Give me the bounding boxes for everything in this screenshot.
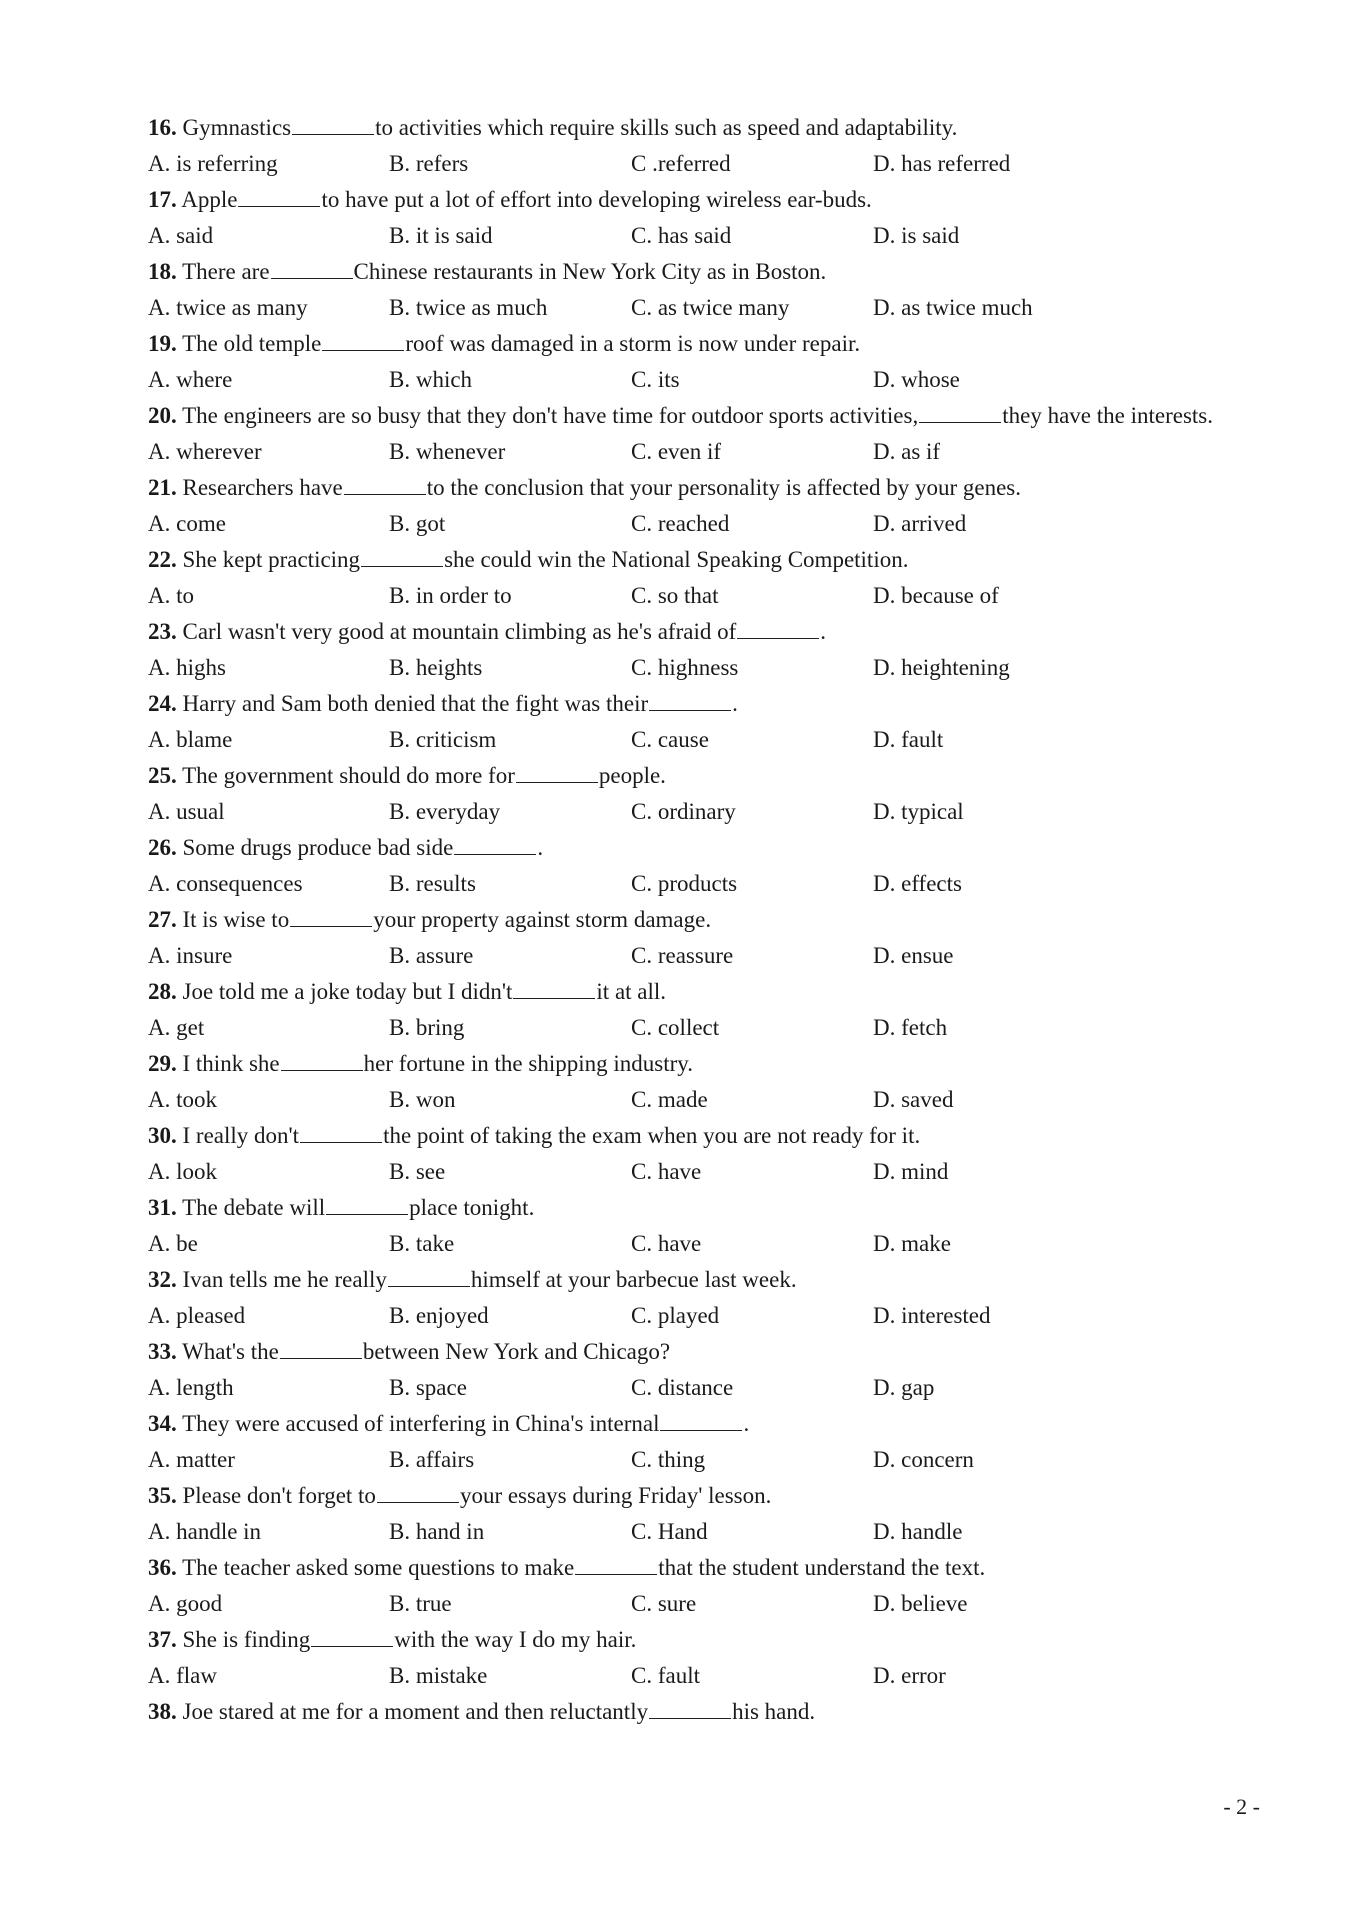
question-text-after: it at all. [596,979,667,1004]
options-row [148,1445,1148,1475]
option-c[interactable]: C. have [631,1231,702,1256]
option-c[interactable]: C. highness [631,655,739,680]
question-number: 36. [148,1555,177,1580]
option-a[interactable]: A. flaw [148,1663,217,1688]
question-26 [148,833,543,863]
option-d[interactable]: D. because of [873,583,999,608]
option-c[interactable]: C .referred [631,151,731,176]
option-b[interactable]: B. results [389,871,476,896]
option-c[interactable]: C. reassure [631,943,734,968]
question-38 [148,1697,815,1727]
question-35 [148,1481,771,1511]
option-b[interactable]: B. affairs [389,1447,475,1472]
options-row [148,1589,1148,1619]
option-b[interactable]: B. take [389,1231,455,1256]
question-text-after: your essays during Friday' lesson. [459,1483,772,1508]
option-c[interactable]: C. have [631,1159,702,1184]
answer-blank[interactable] [660,1411,742,1431]
option-a[interactable]: A. to [148,583,194,608]
question-text-before: The old temple [176,331,322,356]
question-17 [148,185,872,215]
options-row [148,509,1148,539]
option-a[interactable]: A. where [148,367,233,392]
answer-blank[interactable] [919,403,1001,423]
question-31 [148,1193,534,1223]
question-16 [148,113,957,143]
option-c[interactable]: C. its [631,367,680,392]
answer-blank[interactable] [513,979,595,999]
options-row [148,941,1148,971]
question-text-after: . [732,691,738,716]
option-c[interactable]: C. made [631,1087,708,1112]
options-row [148,1229,1148,1259]
option-c[interactable]: C. has said [631,223,732,248]
option-d[interactable]: D. as if [873,439,941,464]
option-c[interactable]: C. collect [631,1015,720,1040]
question-text-before: The teacher asked some questions to make [176,1555,575,1580]
answer-blank[interactable] [311,1627,393,1647]
option-b[interactable]: B. whenever [389,439,506,464]
answer-blank[interactable] [290,907,372,927]
question-text-before: Please don't forget to [176,1483,376,1508]
option-c[interactable]: C. Hand [631,1519,708,1544]
question-number: 34. [148,1411,177,1436]
question-text-after: between New York and Chicago? [362,1339,671,1364]
question-text-after: roof was damaged in a storm is now under repair. [405,331,861,356]
options-row [148,869,1148,899]
answer-blank[interactable] [649,691,731,711]
option-d[interactable]: D. whose [873,367,960,392]
question-number: 32. [148,1267,177,1292]
option-a[interactable]: A. blame [148,727,233,752]
question-text-before: I really don't [176,1123,300,1148]
option-b[interactable]: B. refers [389,151,469,176]
option-b[interactable]: B. true [389,1591,452,1616]
answer-blank[interactable] [377,1483,459,1503]
answer-blank[interactable] [344,475,426,495]
question-25 [148,761,666,791]
option-d[interactable]: D. heightening [873,655,1010,680]
option-b[interactable]: B. assure [389,943,474,968]
question-28 [148,977,666,1007]
question-number: 22. [148,547,177,572]
option-d[interactable]: D. believe [873,1591,968,1616]
answer-blank[interactable] [649,1699,731,1719]
question-37 [148,1625,636,1655]
question-number: 29. [148,1051,177,1076]
option-a[interactable]: A. matter [148,1447,235,1472]
option-c[interactable]: C. sure [631,1591,697,1616]
question-36 [148,1553,985,1583]
answer-blank[interactable] [271,259,353,279]
question-number: 27. [148,907,177,932]
question-text-before: Joe stared at me for a moment and then reluctantly [176,1699,649,1724]
option-d[interactable]: D. gap [873,1375,935,1400]
question-number: 30. [148,1123,177,1148]
page-number: - 2 - [1223,1794,1260,1819]
answer-blank[interactable] [300,1123,382,1143]
question-number: 19. [148,331,177,356]
question-text-after: to the conclusion that your personality is affected by your genes. [426,475,1022,500]
question-text-before: Researchers have [176,475,343,500]
question-number: 17. [148,187,177,212]
option-d[interactable]: D. is said [873,223,960,248]
question-text-before: It is wise to [176,907,290,932]
question-text-before: Carl wasn't very good at mountain climbing as he's afraid of [176,619,737,644]
option-a[interactable]: A. highs [148,655,226,680]
option-a[interactable]: A. said [148,223,214,248]
question-number: 24. [148,691,177,716]
option-c[interactable]: C. distance [631,1375,734,1400]
question-text-after: . [743,1411,750,1436]
option-d[interactable]: D. fetch [873,1015,948,1040]
question-21 [148,473,1021,503]
question-number: 21. [148,475,177,500]
question-text-before: The debate will [176,1195,326,1220]
question-text-after: himself at your barbecue last week. [470,1267,797,1292]
option-b[interactable]: B. space [389,1375,467,1400]
options-row [148,149,1148,179]
options-row [148,437,1148,467]
option-a[interactable]: A. usual [148,799,225,824]
question-24 [148,689,738,719]
question-text-before: Ivan tells me he really [176,1267,387,1292]
options-row [148,365,1148,395]
options-row [148,1301,1148,1331]
option-c[interactable]: C. reached [631,511,730,536]
option-b[interactable]: B. in order to [389,583,512,608]
options-row [148,221,1148,251]
option-a[interactable]: A. consequences [148,871,303,896]
question-number: 26. [148,835,177,860]
question-text-after: to have put a lot of effort into developing wireless ear-buds. [321,187,872,212]
options-row [148,1085,1148,1115]
question-19 [148,329,860,359]
option-b[interactable]: B. twice as much [389,295,548,320]
option-b[interactable]: B. won [389,1087,456,1112]
question-number: 37. [148,1627,177,1652]
option-a[interactable]: A. look [148,1159,217,1184]
option-d[interactable]: D. mind [873,1159,949,1184]
question-text-after: they have the interests. [1002,403,1213,428]
question-text-after: people. [598,763,666,788]
option-b[interactable]: B. criticism [389,727,497,752]
option-a[interactable]: A. twice as many [148,295,308,320]
options-row [148,1373,1148,1403]
option-c[interactable]: C. as twice many [631,295,790,320]
options-row [148,1013,1148,1043]
answer-blank[interactable] [280,1339,362,1359]
options-row [148,1517,1148,1547]
question-text-after: that the student understand the text. [658,1555,986,1580]
options-row [148,797,1148,827]
question-text-after: with the way I do my hair. [394,1627,637,1652]
answer-blank[interactable] [322,331,404,351]
question-text-before: The engineers are so busy that they don't have time for outdoor sports activities, [176,403,919,428]
option-c[interactable]: C. cause [631,727,709,752]
options-row [148,653,1148,683]
question-text-after: she could win the National Speaking Competition. [444,547,909,572]
option-c[interactable]: C. even if [631,439,722,464]
option-a[interactable]: A. wherever [148,439,262,464]
question-text-after: her fortune in the shipping industry. [363,1051,694,1076]
answer-blank[interactable] [737,619,819,639]
option-c[interactable]: C. played [631,1303,720,1328]
option-b[interactable]: B. hand in [389,1519,485,1544]
option-d[interactable]: D. effects [873,871,962,896]
option-b[interactable]: B. heights [389,655,483,680]
question-text-after: his hand. [732,1699,816,1724]
question-text-after: your property against storm damage. [373,907,712,932]
options-row [148,725,1148,755]
question-number: 31. [148,1195,177,1220]
option-a[interactable]: A. handle in [148,1519,262,1544]
question-text-after: Chinese restaurants in New York City as in Boston. [353,259,827,284]
question-text-before: She kept practicing [176,547,361,572]
option-a[interactable]: A. come [148,511,226,536]
option-b[interactable]: B. see [389,1159,446,1184]
question-text-before: The government should do more for [176,763,515,788]
question-number: 35. [148,1483,177,1508]
option-d[interactable]: D. ensue [873,943,954,968]
option-c[interactable]: C. so that [631,583,719,608]
option-c[interactable]: C. products [631,871,738,896]
option-d[interactable]: D. fault [873,727,944,752]
question-text-before: There are [176,259,270,284]
option-d[interactable]: D. concern [873,1447,974,1472]
option-a[interactable]: A. pleased [148,1303,246,1328]
question-number: 38. [148,1699,177,1724]
options-row [148,293,1148,323]
option-c[interactable]: C. thing [631,1447,706,1472]
option-d[interactable]: D. handle [873,1519,963,1544]
option-a[interactable]: A. get [148,1015,205,1040]
answer-blank[interactable] [281,1051,363,1071]
option-a[interactable]: A. took [148,1087,217,1112]
question-number: 18. [148,259,177,284]
option-a[interactable]: A. length [148,1375,234,1400]
question-33 [148,1337,670,1367]
question-text-after: place tonight. [409,1195,535,1220]
answer-blank[interactable] [326,1195,408,1215]
question-number: 28. [148,979,177,1004]
question-number: 16. [148,115,177,140]
option-a[interactable]: A. be [148,1231,198,1256]
option-a[interactable]: A. insure [148,943,233,968]
question-text-after: to activities which require skills such as speed and adaptability. [375,115,958,140]
question-32 [148,1265,797,1295]
option-b[interactable]: B. which [389,367,473,392]
options-row [148,1157,1148,1187]
question-text-before: Apple [176,187,238,212]
answer-blank[interactable] [238,187,320,207]
answer-blank[interactable] [388,1267,470,1287]
answer-blank[interactable] [361,547,443,567]
option-b[interactable]: B. it is said [389,223,493,248]
option-d[interactable]: D. interested [873,1303,991,1328]
option-d[interactable]: D. typical [873,799,964,824]
option-b[interactable]: B. enjoyed [389,1303,489,1328]
option-d[interactable]: D. has referred [873,151,1011,176]
question-23 [148,617,826,647]
option-d[interactable]: D. make [873,1231,951,1256]
option-a[interactable]: A. is referring [148,151,278,176]
question-text-before: They were accused of interfering in China's internal [176,1411,660,1436]
question-text-before: Some drugs produce bad side [176,835,454,860]
option-a[interactable]: A. good [148,1591,223,1616]
question-30 [148,1121,920,1151]
question-number: 20. [148,403,177,428]
question-text-before: Gymnastics [176,115,292,140]
options-row [148,1661,1148,1691]
answer-blank[interactable] [454,835,536,855]
option-b[interactable]: B. everyday [389,799,501,824]
question-29 [148,1049,693,1079]
question-number: 33. [148,1339,177,1364]
question-text-after: . [537,835,544,860]
question-34 [148,1409,749,1439]
question-text-before: Harry and Sam both denied that the fight was their [176,691,649,716]
option-d[interactable]: D. as twice much [873,295,1033,320]
question-27 [148,905,711,935]
question-text-before: I think she [176,1051,280,1076]
question-number: 25. [148,763,177,788]
answer-blank[interactable] [575,1555,657,1575]
question-20 [148,401,1213,431]
options-row [148,581,1148,611]
option-d[interactable]: D. arrived [873,511,967,536]
option-c[interactable]: C. fault [631,1663,700,1688]
question-text-after: the point of taking the exam when you are not ready for it. [383,1123,921,1148]
question-text-after: . [820,619,827,644]
question-22 [148,545,908,575]
option-b[interactable]: B. bring [389,1015,465,1040]
option-d[interactable]: D. saved [873,1087,954,1112]
question-text-before: She is finding [176,1627,311,1652]
question-text-before: What's the [176,1339,279,1364]
answer-blank[interactable] [516,763,598,783]
answer-blank[interactable] [292,115,374,135]
option-d[interactable]: D. error [873,1663,946,1688]
option-b[interactable]: B. got [389,511,446,536]
question-number: 23. [148,619,177,644]
option-b[interactable]: B. mistake [389,1663,488,1688]
question-text-before: Joe told me a joke today but I didn't [176,979,513,1004]
option-c[interactable]: C. ordinary [631,799,736,824]
question-18 [148,257,826,287]
